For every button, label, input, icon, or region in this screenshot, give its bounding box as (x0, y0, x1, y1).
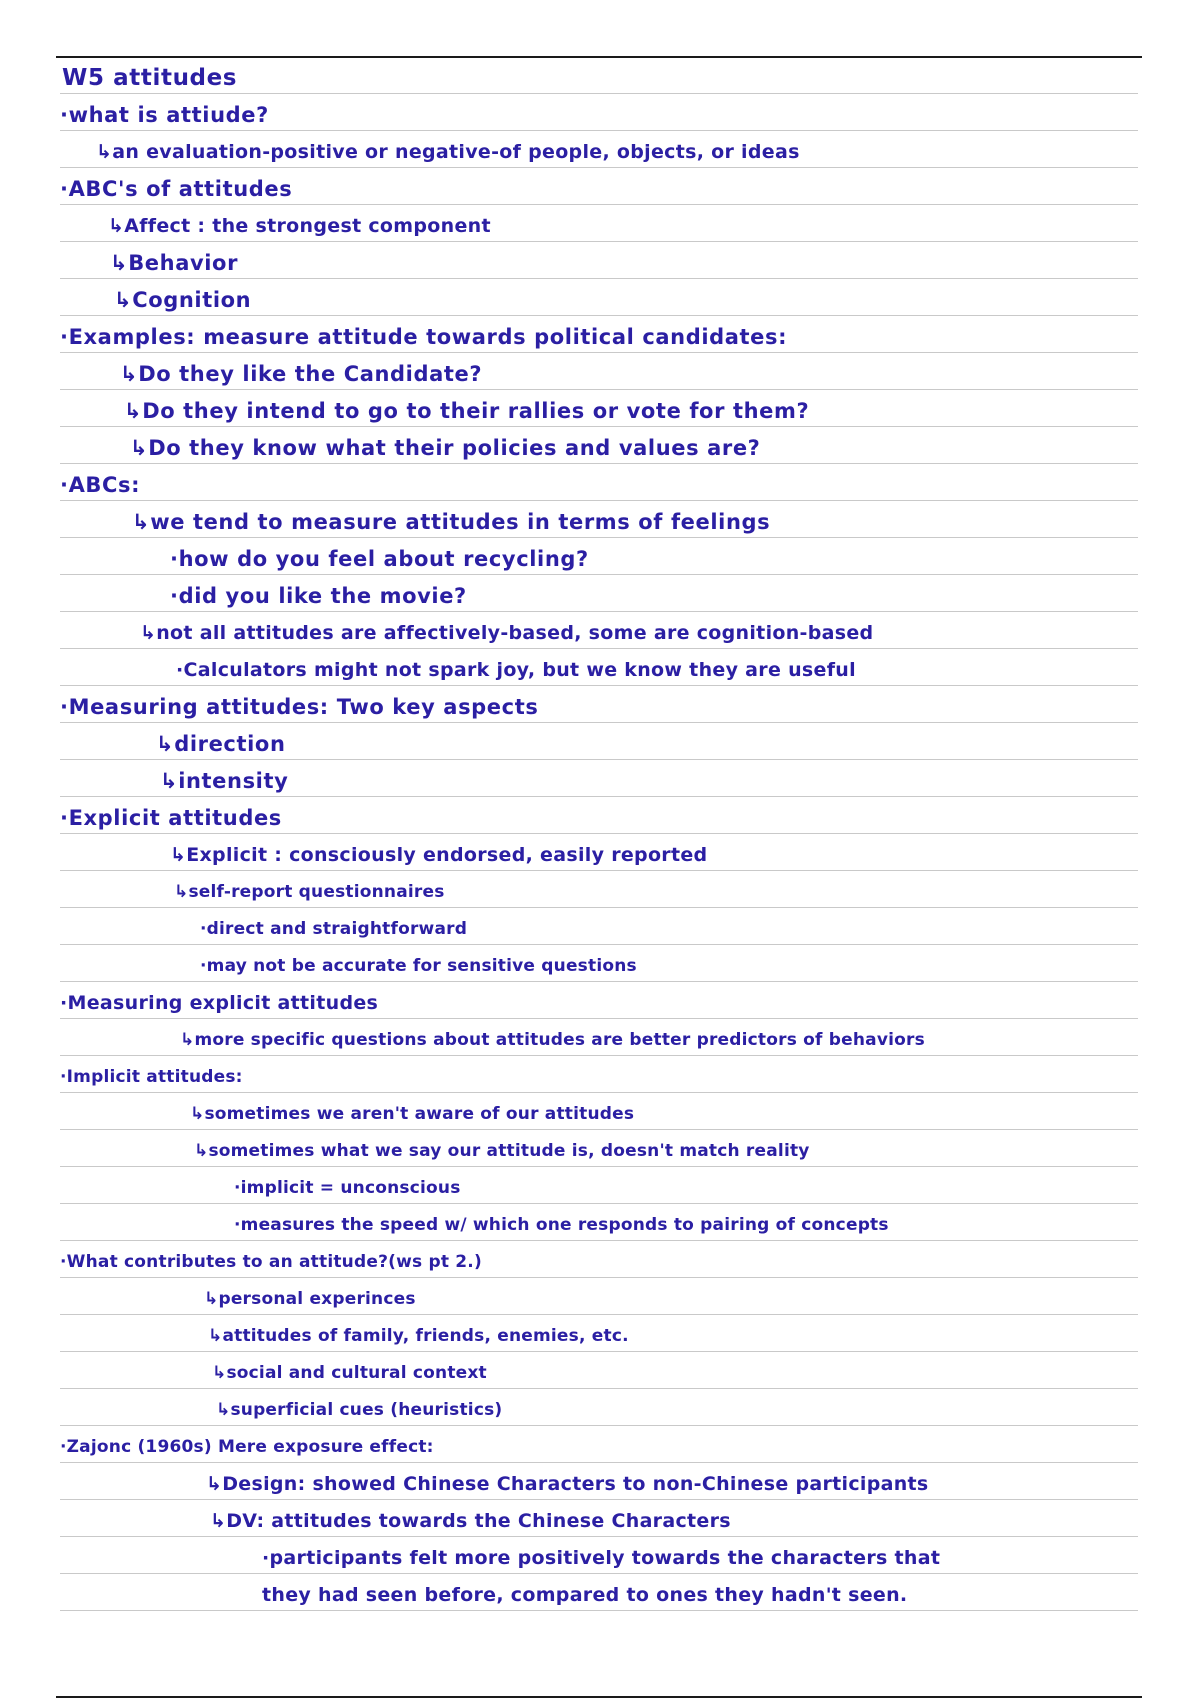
note-line: ↳superficial cues (heuristics) (216, 1400, 503, 1420)
note-line: ·Zajonc (1960s) Mere exposure effect: (60, 1437, 434, 1457)
note-line: ↳intensity (160, 769, 289, 793)
note-line: ↳self-report questionnaires (174, 882, 445, 902)
note-line: ↳social and cultural context (212, 1363, 487, 1383)
note-line: ↳direction (156, 732, 286, 756)
note-line: ↳DV: attitudes towards the Chinese Characters (210, 1510, 731, 1532)
note-line: ·ABCs: (60, 473, 141, 497)
note-line: ↳Behavior (110, 251, 239, 275)
note-line: ·how do you feel about recycling? (170, 547, 589, 571)
page-bottom-rule (56, 1696, 1142, 1698)
note-line: ·may not be accurate for sensitive questions (200, 956, 637, 976)
note-line: ·ABC's of attitudes (60, 177, 293, 201)
note-line: ↳Design: showed Chinese Characters to non-Chinese participants (206, 1473, 929, 1495)
note-line: ·measures the speed w/ which one responds to pairing of concepts (234, 1215, 889, 1235)
note-line: ·participants felt more positively towards the characters that (262, 1547, 941, 1569)
note-line: ↳we tend to measure attitudes in terms of feelings (132, 510, 771, 534)
note-line: they had seen before, compared to ones they hadn't seen. (262, 1584, 908, 1606)
note-line: ↳Affect : the strongest component (108, 215, 491, 237)
note-line: ↳personal experinces (204, 1289, 416, 1309)
page-top-rule (56, 56, 1142, 58)
note-line: ↳attitudes of family, friends, enemies, etc. (208, 1326, 629, 1346)
note-line: ·what is attiude? (60, 103, 269, 127)
note-line: ↳Do they intend to go to their rallies or vote for them? (124, 399, 810, 423)
note-line: ↳Explicit : consciously endorsed, easily reported (170, 844, 708, 866)
ruled-line (60, 1203, 1138, 1204)
ruled-line (60, 500, 1138, 501)
note-line: ·Examples: measure attitude towards political candidates: (60, 325, 788, 349)
note-line: ·Measuring explicit attitudes (60, 992, 379, 1014)
note-line: ·Measuring attitudes: Two key aspects (60, 695, 539, 719)
note-line: ↳an evaluation-positive or negative-of people, objects, or ideas (96, 141, 800, 163)
note-line: ·did you like the movie? (170, 584, 467, 608)
note-line: ↳Cognition (114, 288, 252, 312)
note-line: ↳sometimes what we say our attitude is, doesn't match reality (194, 1141, 810, 1161)
note-line: ·Implicit attitudes: (60, 1067, 243, 1087)
note-line: ↳sometimes we aren't aware of our attitudes (190, 1104, 635, 1124)
note-line: ·Explicit attitudes (60, 806, 282, 830)
note-line: ↳not all attitudes are affectively-based, some are cognition-based (140, 622, 874, 644)
note-title: W5 attitudes (62, 65, 238, 91)
note-line: ↳more specific questions about attitudes are better predictors of behaviors (180, 1030, 925, 1050)
note-line: ↳Do they know what their policies and values are? (130, 436, 761, 460)
note-line: ·implicit = unconscious (234, 1178, 461, 1198)
note-line: ↳Do they like the Candidate? (120, 362, 483, 386)
note-line: ·direct and straightforward (200, 919, 468, 939)
note-line: ·Calculators might not spark joy, but we know they are useful (176, 659, 856, 681)
note-line: ·What contributes to an attitude?(ws pt 2.) (60, 1252, 482, 1272)
